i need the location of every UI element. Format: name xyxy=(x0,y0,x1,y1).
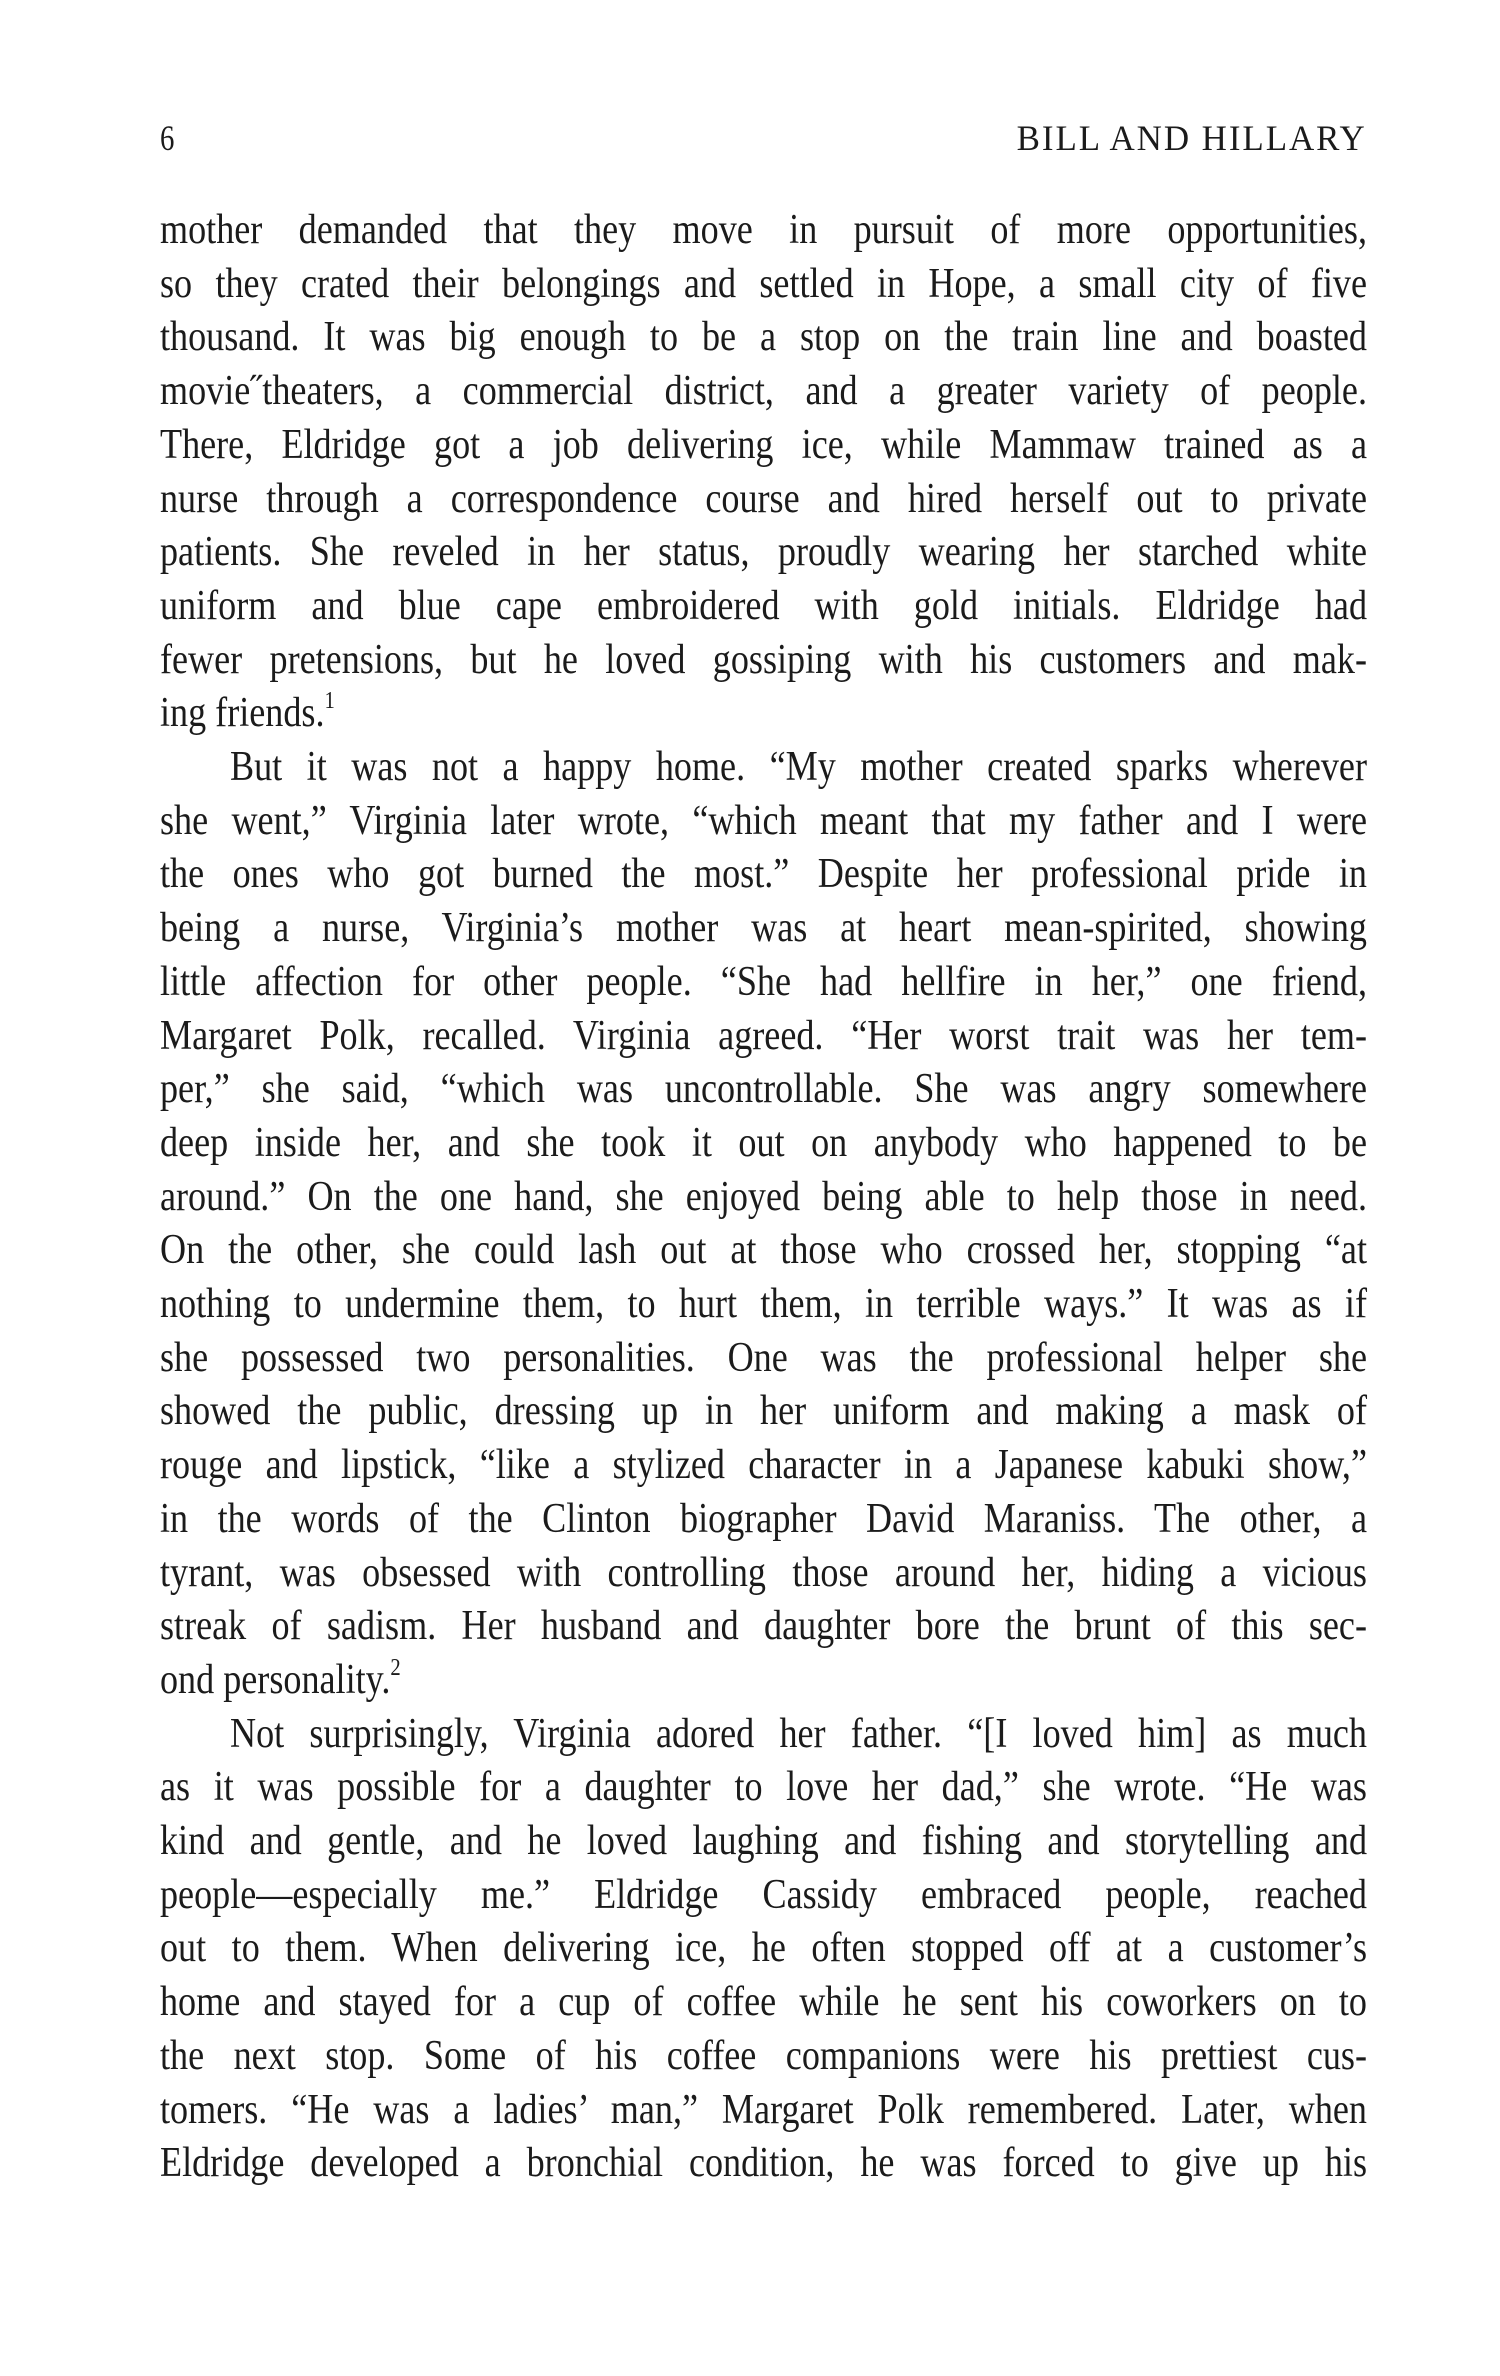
line-text: so they crated their belongings and settled in Hope, a small city of five xyxy=(160,260,1367,307)
text-line xyxy=(160,1223,1367,1277)
running-head-title: BILL AND HILLARY xyxy=(1017,118,1367,158)
text-line xyxy=(160,1975,1367,2029)
line-text: deep inside her, and she took it out on anybody who happened to be xyxy=(160,1119,1367,1166)
text-line xyxy=(160,1116,1367,1170)
line-text: patients. She reveled in her status, proudly wearing her starched white xyxy=(160,529,1367,576)
footnote-marker[interactable]: 1 xyxy=(324,688,335,715)
line-text: in the words of the Clinton biographer David Maraniss. The other, a xyxy=(160,1495,1367,1542)
line-text: she possessed two personalities. One was the professional helper she xyxy=(160,1334,1367,1381)
text-line xyxy=(160,1546,1367,1600)
line-text: mother demanded that they move in pursuit of more opportunities, xyxy=(160,207,1367,253)
line-text: around.” On the one hand, she enjoyed being able to help those in need. xyxy=(160,1173,1367,1220)
line-text: thousand. It was big enough to be a stop on the train line and boasted xyxy=(160,314,1367,361)
line-text: ing friends. xyxy=(160,690,325,737)
line-text: showed the public, dressing up in her uniform and making a mask of xyxy=(160,1388,1367,1435)
running-head xyxy=(160,118,1367,158)
text-line xyxy=(160,1331,1367,1385)
text-line xyxy=(160,203,1367,257)
line-text: Not surprisingly, Virginia adored her father. “[I loved him] as much xyxy=(230,1710,1367,1757)
line-text: uniform and blue cape embroidered with gold initials. Eldridge had xyxy=(160,582,1367,629)
line-text: Margaret Polk, recalled. Virginia agreed. “Her worst trait was her tem- xyxy=(160,1012,1367,1059)
text-line xyxy=(160,686,335,740)
line-text: tyrant, was obsessed with controlling those around her, hiding a vicious xyxy=(160,1549,1367,1596)
line-text: the next stop. Some of his coffee companions were his prettiest cus- xyxy=(160,2032,1367,2079)
footnote-marker[interactable]: 2 xyxy=(390,1654,401,1681)
text-line xyxy=(160,1384,1367,1438)
line-text: rouge and lipstick, “like a stylized character in a Japanese kabuki show,” xyxy=(160,1442,1367,1489)
text-line xyxy=(160,525,1367,579)
text-line xyxy=(160,794,1367,848)
line-text: nurse through a correspondence course and hired herself out to private xyxy=(160,475,1367,522)
line-text: kind and gentle, and he loved laughing and fishing and storytelling and xyxy=(160,1818,1367,1864)
line-text: the ones who got burned the most.” Despite her professional pride in xyxy=(160,851,1367,898)
line-text: home and stayed for a cup of coffee while he sent his coworkers on to xyxy=(160,1979,1367,2026)
line-text: On the other, she could lash out at those who crossed her, stopping “at xyxy=(160,1227,1367,1274)
line-text: nothing to undermine them, to hurt them, in terrible ways.” It was as if xyxy=(160,1281,1367,1327)
text-line xyxy=(160,1009,1367,1063)
line-text: fewer pretensions, but he loved gossiping with his customers and mak- xyxy=(160,636,1367,683)
line-text: But it was not a happy home. “My mother created sparks wherever xyxy=(230,744,1367,790)
text-line xyxy=(160,2083,1367,2137)
line-text: movie˝theaters, a commercial district, and a greater variety of people. xyxy=(160,368,1367,415)
text-line xyxy=(160,847,1367,901)
line-text: as it was possible for a daughter to love her dad,” she wrote. “He was xyxy=(160,1764,1367,1811)
text-line xyxy=(160,1921,1367,1975)
text-line xyxy=(160,2029,1367,2083)
text-line xyxy=(160,1277,1367,1331)
text-line xyxy=(160,1760,1367,1814)
text-line xyxy=(160,1438,1367,1492)
text-line xyxy=(160,310,1367,364)
text-line xyxy=(160,418,1367,472)
line-text: Eldridge developed a bronchial condition, he was forced to give up his xyxy=(160,2140,1367,2187)
line-text: tomers. “He was a ladies’ man,” Margaret Polk remembered. Later, when xyxy=(160,2086,1367,2133)
line-text: little affection for other people. “She had hellfire in her,” one friend, xyxy=(160,958,1367,1005)
line-text: she went,” Virginia later wrote, “which meant that my father and I were xyxy=(160,797,1367,844)
text-line xyxy=(160,472,1367,526)
text-line xyxy=(230,1707,1367,1761)
page-number: 6 xyxy=(160,118,175,158)
line-text: per,” she said, “which was uncontrollable. She was angry somewhere xyxy=(160,1066,1367,1113)
line-text: ond personality. xyxy=(160,1656,391,1703)
text-line xyxy=(160,1492,1367,1546)
text-line xyxy=(160,901,1367,955)
text-line xyxy=(160,257,1367,311)
text-line xyxy=(160,1599,1367,1653)
line-text: streak of sadism. Her husband and daughter bore the brunt of this sec- xyxy=(160,1603,1367,1650)
text-line xyxy=(160,364,1367,418)
text-line xyxy=(160,1814,1367,1868)
text-line xyxy=(230,740,1367,794)
text-line xyxy=(160,579,1367,633)
text-line xyxy=(160,633,1367,687)
text-line xyxy=(160,1868,1367,1922)
text-line xyxy=(160,2136,1367,2190)
line-text: There, Eldridge got a job delivering ice, while Mammaw trained as a xyxy=(160,421,1367,468)
text-line xyxy=(160,1062,1367,1116)
line-text: being a nurse, Virginia’s mother was at heart mean-spirited, showing xyxy=(160,905,1367,952)
line-text: people—especially me.” Eldridge Cassidy embraced people, reached xyxy=(160,1871,1367,1918)
text-line xyxy=(160,1170,1367,1224)
text-line xyxy=(160,1653,401,1707)
text-line xyxy=(160,955,1367,1009)
line-text: out to them. When delivering ice, he often stopped off at a customer’s xyxy=(160,1925,1367,1972)
